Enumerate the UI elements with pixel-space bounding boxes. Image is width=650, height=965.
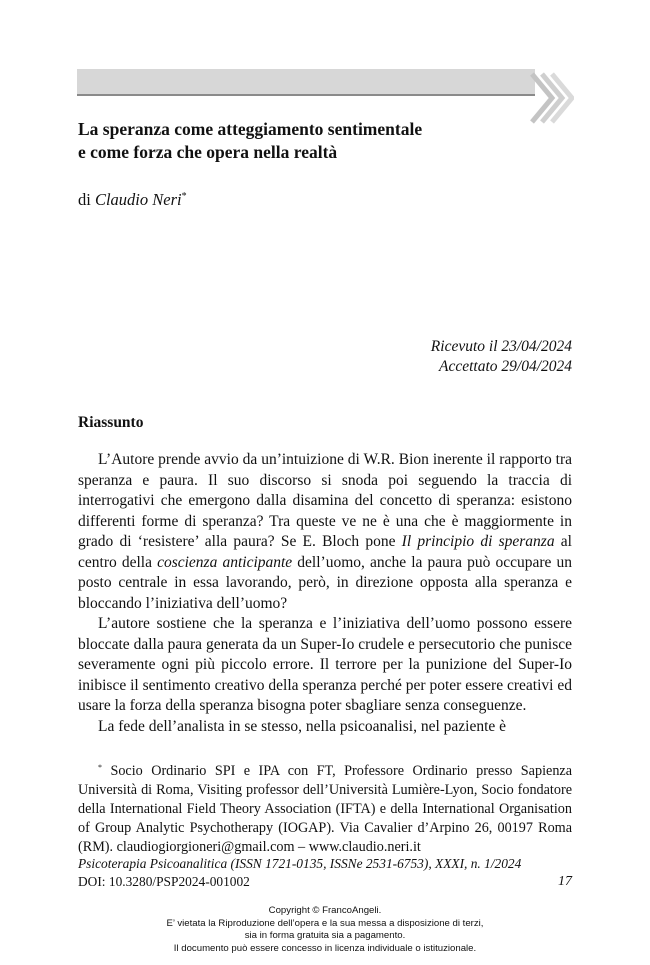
footnote-mark: * (98, 763, 102, 772)
author-name: Claudio Neri (94, 190, 182, 209)
title-line-2: e come forza che opera nella realtà (78, 142, 338, 162)
journal-citation: Psicoterapia Psicoanalitica (ISSN 1721-0135, ISSNe 2531-6753), XXXI, n. 1/2024 (78, 856, 522, 871)
copyright-line-4: Il documento può essere concesso in licenza individuale o istituzionale. (173, 942, 477, 954)
title-line-1: La speranza come atteggiamento sentimentale (78, 119, 423, 139)
footnote-text: Socio Ordinario SPI e IPA con FT, Professore Ordinario presso Sapienza Università di Roma, Visiting professor dell’Università Lumière-Lyon, Socio fondatore della International Field Theory Association (IFTA) e della International Organisation of Group Analytic Psychotherapy (IOGAP). Via Cavalier d’Arpino 26, 00197 Roma (RM). claudiogiorgioneri@gmail.com – www.claudio.neri.it (78, 763, 573, 855)
header-band (77, 69, 535, 96)
header-band-rule (77, 94, 535, 96)
copyright-line-2: E’ vietata la Riproduzione dell’opera e la sua messa a disposizione di terzi, (166, 917, 484, 929)
term-italic: coscienza anticipante (157, 553, 293, 571)
accepted-date: Accettato 29/04/2024 (438, 358, 572, 375)
author-prefix: di (78, 190, 91, 209)
author-line (78, 186, 187, 211)
paragraph-text: al centro della (78, 533, 572, 571)
doi-line: DOI: 10.3280/PSP2024-001002 (78, 874, 250, 889)
copyright-notice (0, 905, 650, 955)
book-title-italic: Il principio di speranza (401, 533, 555, 550)
copyright-line-3: sia in forma gratuita sia a pagamento. (244, 930, 406, 941)
received-date: Ricevuto il 23/04/2024 (430, 338, 572, 355)
abstract-paragraph-1 (78, 450, 572, 614)
author-footnote (78, 758, 572, 857)
page-number: 17 (558, 874, 572, 889)
paragraph-text: dell’uomo, anche la paura può occupare un posto centrale in essa lavorando, però, in direzione opposta alla speranza e bloccando l’iniziativa dell’uomo? (78, 553, 572, 612)
copyright-line-1: Copyright © FrancoAngeli. (268, 905, 382, 916)
author-footnote-mark: * (181, 191, 187, 202)
abstract-heading: Riassunto (78, 414, 144, 431)
submission-dates (431, 337, 572, 377)
abstract-body (78, 450, 572, 737)
paragraph-text: L’Autore prende avvio da un’intuizione di W.R. Bion inerente il rapporto tra speranza e paura. Il suo discorso si snoda poi seguendo la traccia di interrogativi che emergono dalla disamina del concetto di speranza: esistono differenti forme di speranza? Tra queste ve ne è una che è maggiormente in grado di ‘resistere’ alla paura? Se E. Bloch pone (78, 451, 572, 550)
article-title (78, 118, 528, 164)
abstract-paragraph-3: La fede dell’analista in se stesso, nella psicoanalisi, nel paziente è (98, 717, 507, 735)
footnote-paragraph (78, 758, 572, 857)
abstract-paragraph-2: L’autore sostiene che la speranza e l’iniziativa dell’uomo possono essere bloccate dalla paura generata da un Super-Io crudele e persecutorio che punisce severamente ogni più piccolo errore. Il terrore per la punizione del Super-Io inibisce il sentimento creativo della speranza perché per poter essere creativi ed usare la forza della speranza bisogna poter sbagliare senza conseguenze. (78, 615, 572, 714)
chevron-arrows-icon (528, 70, 574, 126)
